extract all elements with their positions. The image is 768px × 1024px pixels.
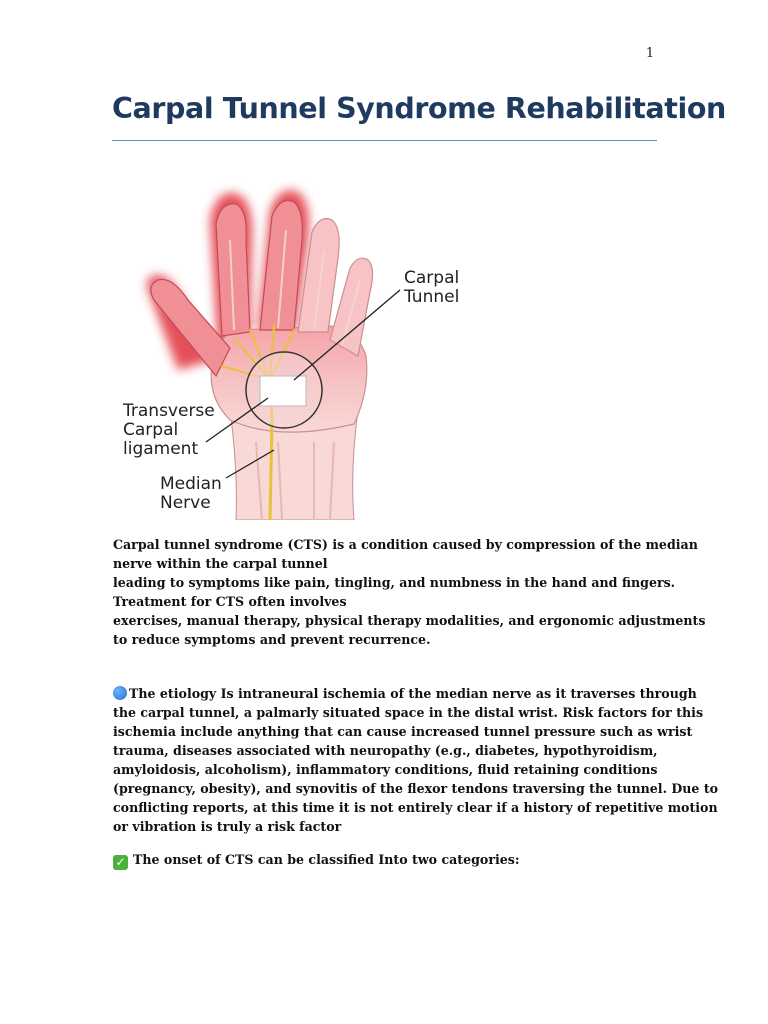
paragraph-line: the carpal tunnel, a palmarly situated space in the distal wrist. Risk factors for this <box>113 705 704 720</box>
transverse-ligament <box>260 376 306 406</box>
paragraph-line: ischemia include anything that can cause increased tunnel pressure such as wrist <box>113 724 693 739</box>
paragraph-line: or vibration is truly a risk factor <box>113 819 342 834</box>
etiology-line-first: The etiology Is intraneural ischemia of the median nerve as it traverses through <box>129 686 697 701</box>
page-number: 1 <box>645 46 655 61</box>
label-transverse-carpal: Carpal <box>123 420 179 440</box>
check-mark-icon: ✓ <box>113 855 128 870</box>
page-title: Carpal Tunnel Syndrome Rehabilitation <box>112 92 726 125</box>
carpal-tunnel-illustration <box>118 180 478 520</box>
onset-heading <box>113 852 520 870</box>
paragraph-line: Carpal tunnel syndrome (CTS) is a condition caused by compression of the median <box>113 537 698 552</box>
paragraph-line: conflicting reports, at this time it is not entirely clear if a history of repetitive motion <box>113 800 718 815</box>
label-median: Median <box>160 474 222 494</box>
paragraph-line: to reduce symptoms and prevent recurrence. <box>113 632 431 647</box>
etiology-paragraph <box>113 684 719 836</box>
paragraph-line: nerve within the carpal tunnel <box>113 556 328 571</box>
paragraph-line: amyloidosis, alcoholism), inflammatory conditions, fluid retaining conditions <box>113 762 658 777</box>
label-nerve: Nerve <box>160 493 211 513</box>
paragraph-line <box>113 684 697 703</box>
intro-paragraph <box>113 535 706 649</box>
paragraph-line: exercises, manual therapy, physical therapy modalities, and ergonomic adjustments <box>113 613 706 628</box>
paragraph-line: trauma, diseases associated with neuropathy (e.g., diabetes, hypothyroidism, <box>113 743 658 758</box>
label-transverse: Transverse <box>123 401 215 421</box>
label-carpal: Carpal <box>404 268 460 288</box>
blue-circle-icon <box>113 686 127 700</box>
label-ligament: ligament <box>123 439 199 459</box>
paragraph-line: (pregnancy, obesity), and synovitis of the flexor tendons traversing the tunnel. Due to <box>113 781 719 796</box>
paragraph-line: leading to symptoms like pain, tingling, and numbness in the hand and fingers. <box>113 575 676 590</box>
title-divider <box>112 140 657 141</box>
label-tunnel: Tunnel <box>404 287 460 307</box>
middle-finger <box>260 201 302 330</box>
paragraph-line: Treatment for CTS often involves <box>113 594 347 609</box>
onset-text: The onset of CTS can be classified Into two categories: <box>133 852 520 867</box>
